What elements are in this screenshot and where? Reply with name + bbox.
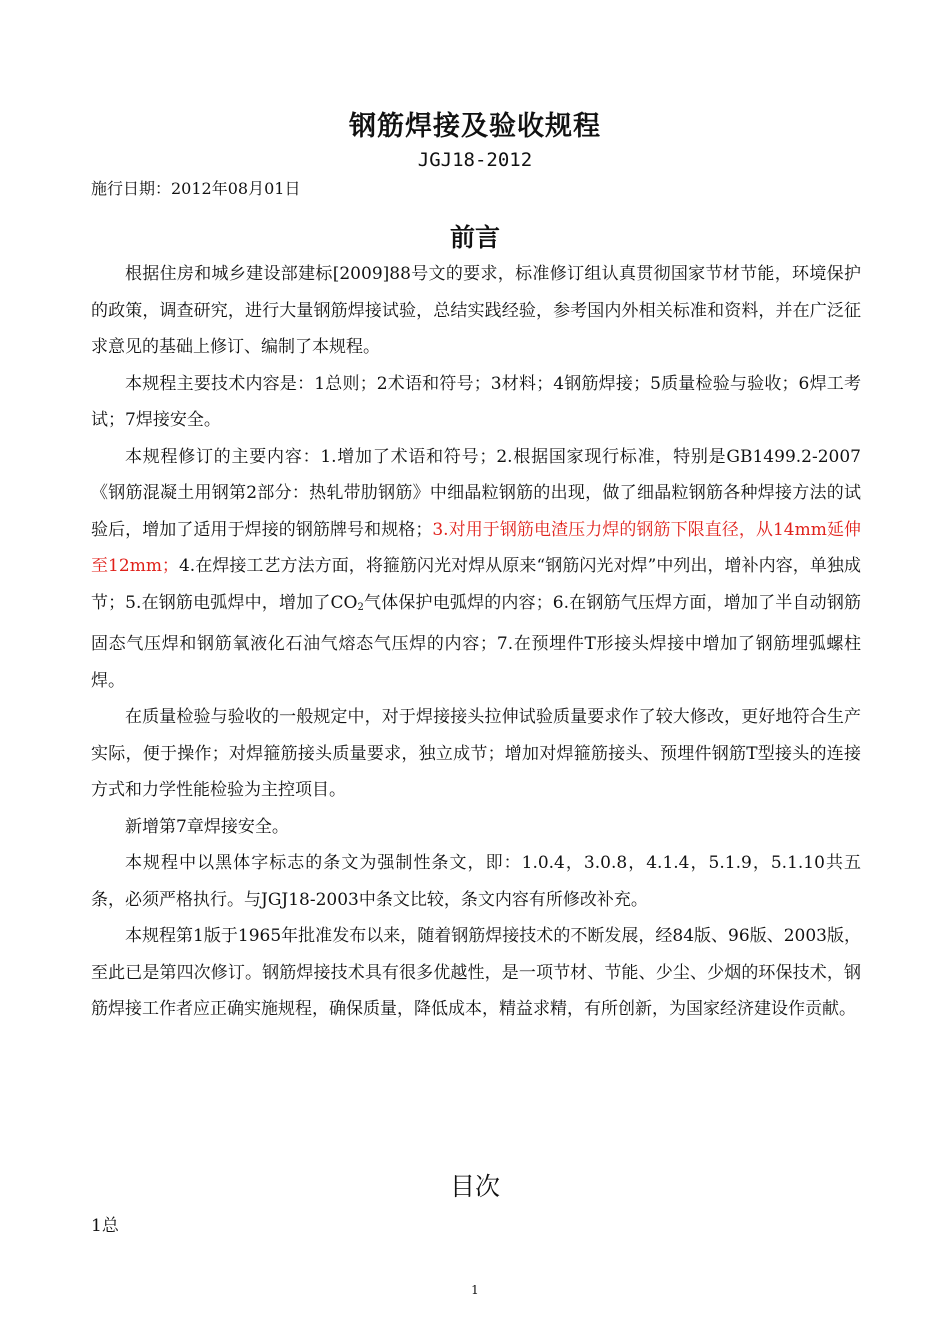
preface-paragraph-6: 本规程中以黑体字标志的条文为强制性条文，即：1.0.4，3.0.8，4.1.4，5.1.9，5.1.10共五条，必须严格执行。与JGJ18-2003中条文比较，条文内容有所修改补充。 [91,853,861,910]
paragraph-3-text-a: 本规程修订的主要内容：1.增加了术语和符号；2.根据国家现行标准，特别是GB1499.2-2007《钢筋混凝土用钢第2部分：热轧带肋钢筋》中细晶粒钢筋的出现，做了细晶粒钢筋各种焊接方法的试验后，增加了适用于焊接的钢筋牌号和规格； [91,446,861,540]
preface-paragraph-3 [91,439,861,700]
document-title: 钢筋焊接及验收规程 [349,111,601,142]
paragraph-3-text-b: 4.在焊接工艺方法方面，将箍筋闪光对焊从原来“钢筋闪光对焊”中列出，增补内容，单独成节；5.在钢筋电弧焊中，增加了CO [91,556,861,613]
co2-subscript: 2 [357,601,364,613]
preface-paragraph-2: 本规程主要技术内容是：1总则；2术语和符号；3材料；4钢筋焊接；5质量检验与验收；6焊工考试；7焊接安全。 [91,373,861,430]
highlighted-revision-text: 3.对用于钢筋电渣压力焊的钢筋下限直径，从14mm延伸至12mm； [91,519,862,576]
preface-paragraph-5: 新增第7章焊接安全。 [125,816,289,837]
toc-heading: 目次 [449,1172,500,1201]
preface-body [91,256,861,1028]
standard-code: JGJ18-2012 [417,149,533,171]
toc-item-1[interactable]: 1总 [91,1216,119,1236]
page-number: 1 [471,1283,479,1297]
preface-paragraph-1: 根据住房和城乡建设部建标[2009]88号文的要求，标准修订组认真贯彻国家节材节能，环境保护的政策，调查研究，进行大量钢筋焊接试验，总结实践经验，参考国内外相关标准和资料，并在广泛征求意见的基础上修订、编制了本规程。 [91,264,861,357]
preface-paragraph-7: 本规程第1版于1965年批准发布以来，随着钢筋焊接技术的不断发展，经84版、96版、2003版，至此已是第四次修订。钢筋焊接技术具有很多优越性，是一项节材、节能、少尘、少烟的环保技术，钢筋焊接工作者应正确实施规程，确保质量，降低成本，精益求精，有所创新，为国家经济建设作贡献。 [91,926,861,1019]
preface-paragraph-4: 在质量检验与验收的一般规定中，对于焊接接头拉伸试验质量要求作了较大修改，更好地符合生产实际，便于操作；对焊箍筋接头质量要求，独立成节；增加对焊箍筋接头、预埋件钢筋T型接头的连接方式和力学性能检验为主控项目。 [91,707,861,800]
preface-heading: 前言 [449,223,500,252]
paragraph-3-text-c: 气体保护电弧焊的内容；6.在钢筋气压焊方面，增加了半自动钢筋固态气压焊和钢筋氧液化石油气熔态气压焊的内容；7.在预埋件T形接头焊接中增加了钢筋埋弧螺柱焊。 [91,592,862,691]
effective-date: 施行日期：2012年08月01日 [91,179,301,198]
